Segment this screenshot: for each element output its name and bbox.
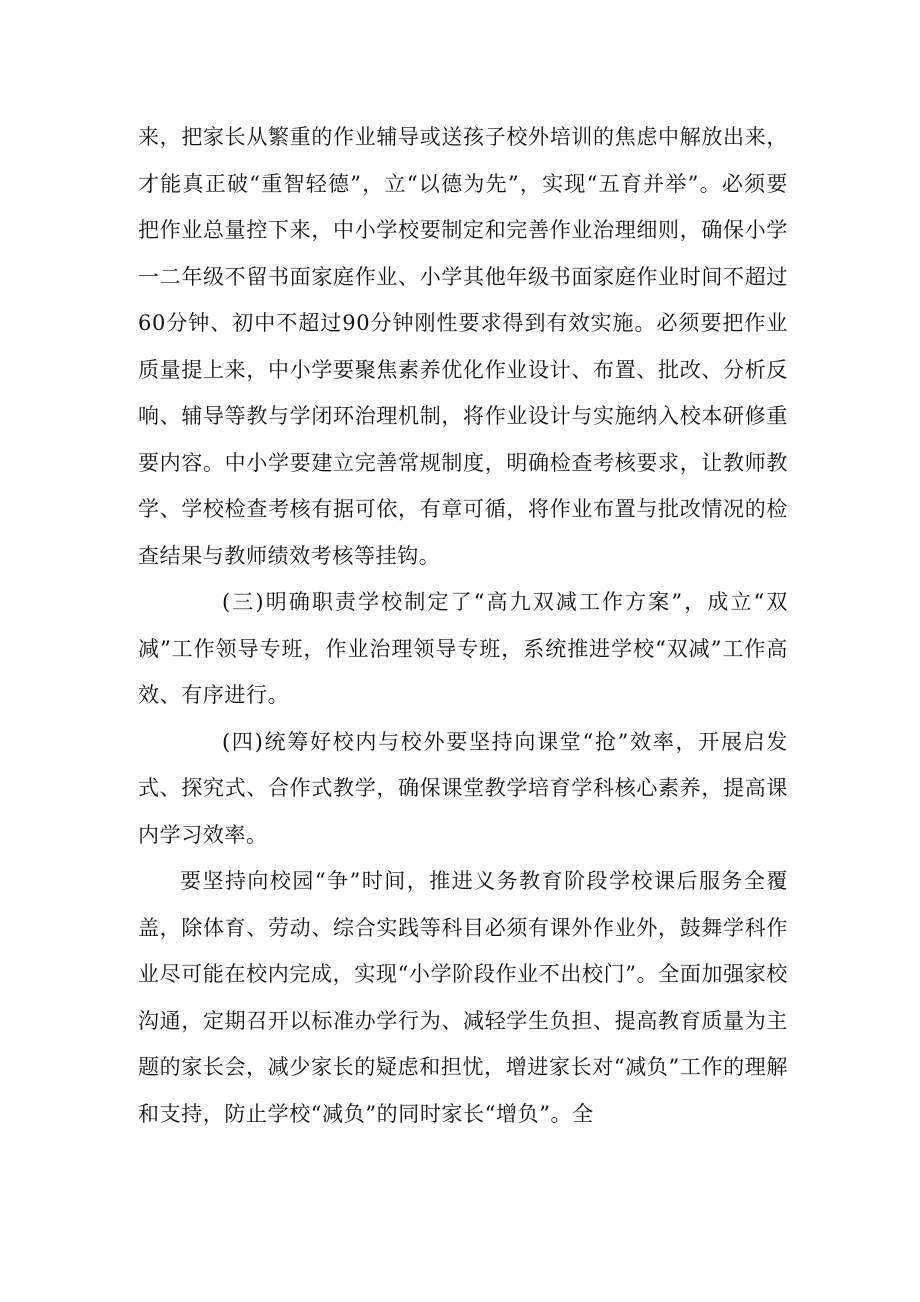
paragraph-continuation: 来，把家长从繁重的作业辅导或送孩子校外培训的焦虑中解放出来，才能真正破“重智轻德”，立“以德为先”，实现“五育并举”。必须要把作业总量控下来，中小学校要制定和完善作业治理细则，确保小学一二年级不留书面家庭作业、小学其他年级书面家庭作业时间不超过60分钟、初中不超过90分钟刚性要求得到有效实施。必须要把作业质量提上来，中小学要聚焦素养优化作业设计、布置、批改、分析反响、辅导等教与学闭环治理机制，将作业设计与实施纳入校本研修重要内容。中小学要建立完善常规制度，明确检查考核要求，让教师教学、学校检查考核有据可依，有章可循，将作业布置与批改情况的检查结果与教师绩效考核等挂钩。 bbox=[138, 125, 788, 568]
document-body bbox=[138, 114, 788, 1137]
paragraph-campus-time: 要坚持向校园“争”时间，推进义务教育阶段学校课后服务全覆盖，除体育、劳动、综合实践等科目必须有课外作业外，鼓舞学科作业尽可能在校内完成，实现“小学阶段作业不出校门”。全面加强家校沟通，定期召开以标准办学行为、减轻学生负担、提高教育质量为主题的家长会，减少家长的疑虑和担忧，增进家长对“减负”工作的理解和支持，防止学校“减负”的同时家长“增负”。全 bbox=[138, 869, 788, 1126]
paragraph-section-four: (四)统筹好校内与校外要坚持向课堂“抢”效率，开展启发式、探究式、合作式教学，确保课堂教学培育学科核心素养，提高课内学习效率。 bbox=[138, 729, 788, 847]
paragraph-section-three: (三)明确职责学校制定了“高九双减工作方案”，成立“双减”工作领导专班，作业治理领导专班，系统推进学校“双减”工作高效、有序进行。 bbox=[138, 590, 788, 707]
